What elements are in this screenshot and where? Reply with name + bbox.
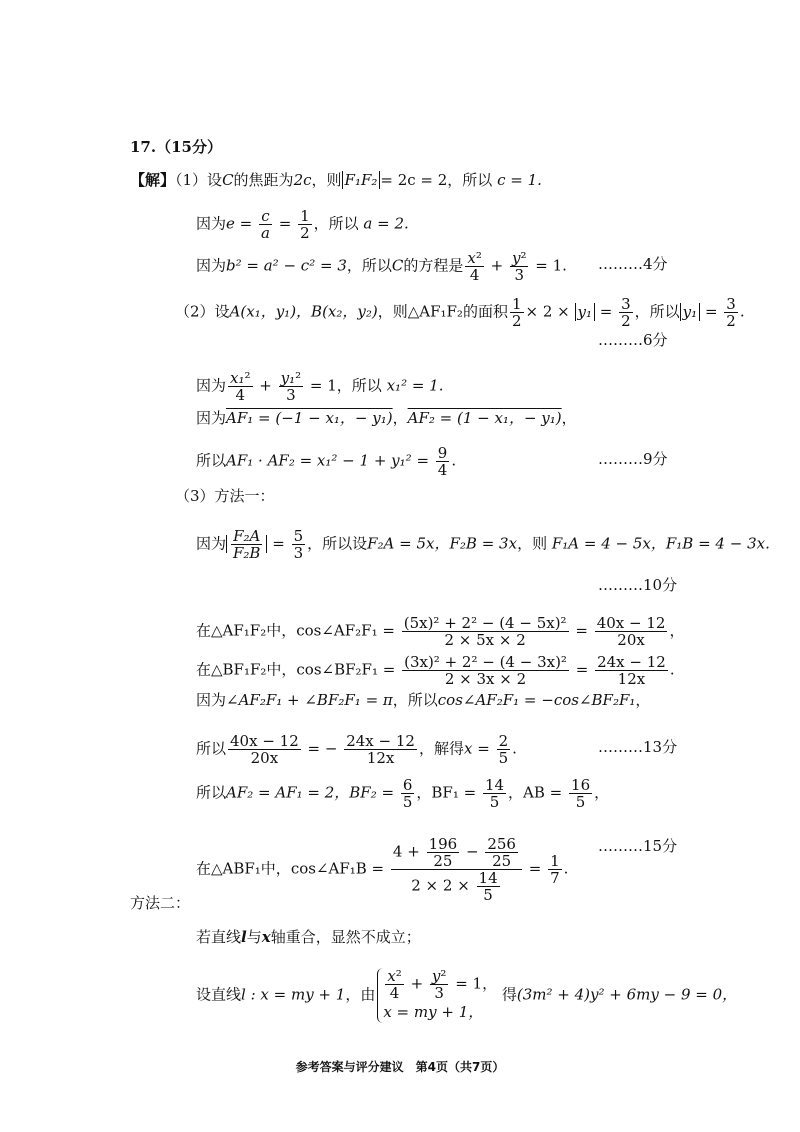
text: ∠AF₂F₁ + ∠BF₂F₁ = π (226, 691, 393, 709)
text: (3x)² + 2² − (4 − 3x)² (404, 653, 567, 671)
text: (3m² + 4)y² + 6my − 9 = 0， (516, 985, 738, 1004)
text: 因为 (196, 534, 227, 553)
part1-line1: 【解】（1）设C的焦距为2c，则 F₁F₂ = 2c = 2，所以 c = 1. (130, 171, 542, 189)
text: 轴重合，显然不成立； (270, 928, 421, 946)
score-10: ………10分 (598, 576, 678, 594)
text: 20x (250, 749, 279, 767)
part3-line3: 在△BF₁F₂中，cos∠BF₂F₁ = $\frac{\text{(3x)² + 2² − (4 − 3x)²}}{2 \times 3x \times 2}$ = $\frac{24x - 12}{12x}$ . (196, 653, 675, 688)
text: 所以 (196, 451, 227, 470)
part3-line2: 在△AF₁F₂中，cos∠AF₂F₁ = $\frac{\text{(5x)² + 2² − (4 − 5x)²}}{2 \times 5x \times 2}$ = $\frac{40x - 12}{20x}$ ， (196, 614, 685, 649)
text: = 1. (535, 256, 567, 275)
text: ，所以 (346, 256, 392, 275)
text: cos∠AF₂F₁ = −cos∠BF₂F₁ (437, 691, 636, 709)
text: 所以 (196, 783, 227, 802)
text: ，则 (311, 171, 342, 189)
text: ，由 (345, 985, 376, 1004)
part3-line5: 所以 $\frac{40x - 12}{20x}$ = − $\frac{24x - 12}{12x}$ ，解得x = $\frac{2}{5}$ . (196, 732, 517, 767)
text: a = 2. (363, 214, 409, 233)
text: 因为 (196, 691, 227, 709)
text: ，解得 (418, 739, 464, 758)
text: 因为 (196, 376, 227, 395)
text: （2）设 (175, 302, 230, 321)
text: c = 1. (497, 171, 542, 189)
method2-title: 方法二： (130, 894, 191, 912)
text: AF₁ · AF₂ = x₁² − 1 + y₁² = (226, 451, 430, 470)
text: x = (463, 739, 490, 758)
text: 所以 (196, 739, 227, 758)
text: 因为 (196, 409, 227, 427)
text: 在△BF₁F₂中， (196, 660, 297, 679)
text: AF₂ = AF₁ = 2，BF₂ = (226, 783, 395, 802)
text: 40x − 12 (230, 732, 299, 750)
text: 得 (501, 985, 517, 1004)
part2-line2: 因为 $\frac{\text{x₁²}}{4}$ + $\frac{\text{y₁²}}{3}$ = 1，所以 x₁² = 1. (196, 369, 444, 404)
text: （1）设 (175, 171, 223, 189)
equation-system: $\frac{\text{x²}}{4}$ + $\frac{\text{y²}}{3}$ = 1， x = my + 1， (377, 968, 497, 1023)
text: = 1，所以 (309, 376, 382, 395)
text: A(x₁，y₁)，B(x₂，y₂) (229, 302, 378, 321)
text: ，BF₁ = (416, 783, 477, 802)
text: 设直线 (196, 985, 242, 1004)
text: ，则△AF₁F₂的面积 (377, 302, 508, 321)
text: 因为 (196, 214, 227, 233)
text: l : x = my + 1 (241, 985, 346, 1004)
text: (5x)² + 2² − (4 − 5x)² (403, 614, 567, 632)
text: ， (561, 409, 577, 427)
text: 12x (617, 670, 646, 688)
part3-line7: 在△ABF₁中，cos∠AF₁B = 4 + $\frac{196}{25}$ − $\frac{256}{25}$ 2 × 2 × $\frac{14}{5}$ = $\frac{1}{7}$ . (196, 835, 569, 904)
text: b² = a² − c² = 3 (226, 256, 347, 275)
text: 24x − 12 (597, 653, 666, 671)
text: ，AB = (508, 783, 563, 802)
text: ，所以 (313, 214, 359, 233)
text: AF₂ = (1 − x₁，− y₁) (407, 409, 562, 427)
score-6: ………6分 (598, 331, 668, 349)
text: 40x − 12 (596, 614, 666, 632)
text: 在△ABF₁中， (196, 859, 291, 878)
text: x₁² = 1. (386, 376, 444, 395)
text: F₁A = 4 − 5x，F₁B = 4 − 3x. (551, 534, 770, 553)
text: 24x − 12 (346, 732, 415, 750)
text: F₂A = 5x，F₂B = 3x (367, 534, 518, 553)
part3-title: （3）方法一： (175, 487, 275, 505)
part1-line2: 因为e = $\frac{c}{a}$ = $\frac{1}{2}$ ，所以 a = 2. (196, 207, 409, 242)
method2-line1: 若直线l与x轴重合，显然不成立； (196, 928, 421, 946)
page-footer: 参考答案与评分建议 第4页（共7页） (295, 1060, 505, 1074)
part3-line1: 因为 $\frac{\text{F₂A}}{\text{F₂B}}$ = $\frac{5}{3}$ ，所以设F₂A = 5x，F₂B = 3x，则 F₁A = 4 − 5x，F₁B = 4 − 3x. (196, 527, 770, 562)
text: = 2c = 2，所以 (380, 171, 493, 189)
score-13: ………13分 (598, 738, 678, 756)
score-4: ………4分 (598, 255, 668, 273)
part2-line4: 所以AF₁ · AF₂ = x₁² − 1 + y₁² = $\frac{9}{4}$ . (196, 444, 457, 479)
part1-line3: 因为b² = a² − c² = 3，所以C的方程是 $\frac{\text{x²}}{4}$ + $\frac{\text{y²}}{3}$ = 1. (196, 249, 567, 284)
text: cos∠BF₂F₁ = (296, 660, 396, 679)
text: cos∠AF₂F₁ = (296, 621, 395, 640)
text: ，所以 (634, 302, 680, 321)
text: ，所以 (392, 691, 438, 709)
solution-tag: 【解】 (130, 171, 176, 189)
problem-header: 17.（15分） (130, 138, 222, 156)
score-15: ………15分 (598, 837, 678, 855)
text: 的焦距为 (233, 171, 294, 189)
text: ，所以设 (307, 534, 368, 553)
text: × 2 × (525, 302, 570, 321)
part3-line6: 所以AF₂ = AF₁ = 2，BF₂ = $\frac{6}{5}$ ，BF₁ = $\frac{14}{5}$ ，AB = $\frac{16}{5}$ ， (196, 776, 610, 811)
part3-line4: 因为∠AF₂F₁ + ∠BF₂F₁ = π，所以cos∠AF₂F₁ = −cos∠BF₂F₁， (196, 691, 651, 709)
part2-line3: 因为AF₁ = (−1 − x₁，− y₁)，AF₂ = (1 − x₁，− y₁)， (196, 409, 577, 427)
text: 与 (246, 928, 262, 946)
text: 2 × 3x × 2 (444, 670, 527, 688)
text: 因为 (196, 256, 227, 275)
text: ，则 (517, 534, 548, 553)
text: 2 × 5x × 2 (444, 631, 526, 649)
part2-line1: （2）设A(x₁，y₁)，B(x₂，y₂)，则△AF₁F₂的面积 $\frac{1}{2}$ × 2 × y₁ = $\frac{3}{2}$ ，所以 y₁ = $\frac{3}{2}$ . (175, 295, 745, 330)
text: x = my + 1， (383, 1003, 484, 1021)
text: 12x (366, 749, 395, 767)
text: cos∠AF₁B = (290, 859, 385, 878)
text: 的方程是 (403, 256, 464, 275)
score-9: ………9分 (598, 450, 668, 468)
text: AF₁ = (−1 − x₁，− y₁) (226, 409, 393, 427)
text: 20x (617, 631, 645, 649)
text: 在△AF₁F₂中， (196, 621, 297, 640)
method2-line2 (196, 968, 737, 1023)
text: 若直线 (196, 928, 242, 946)
